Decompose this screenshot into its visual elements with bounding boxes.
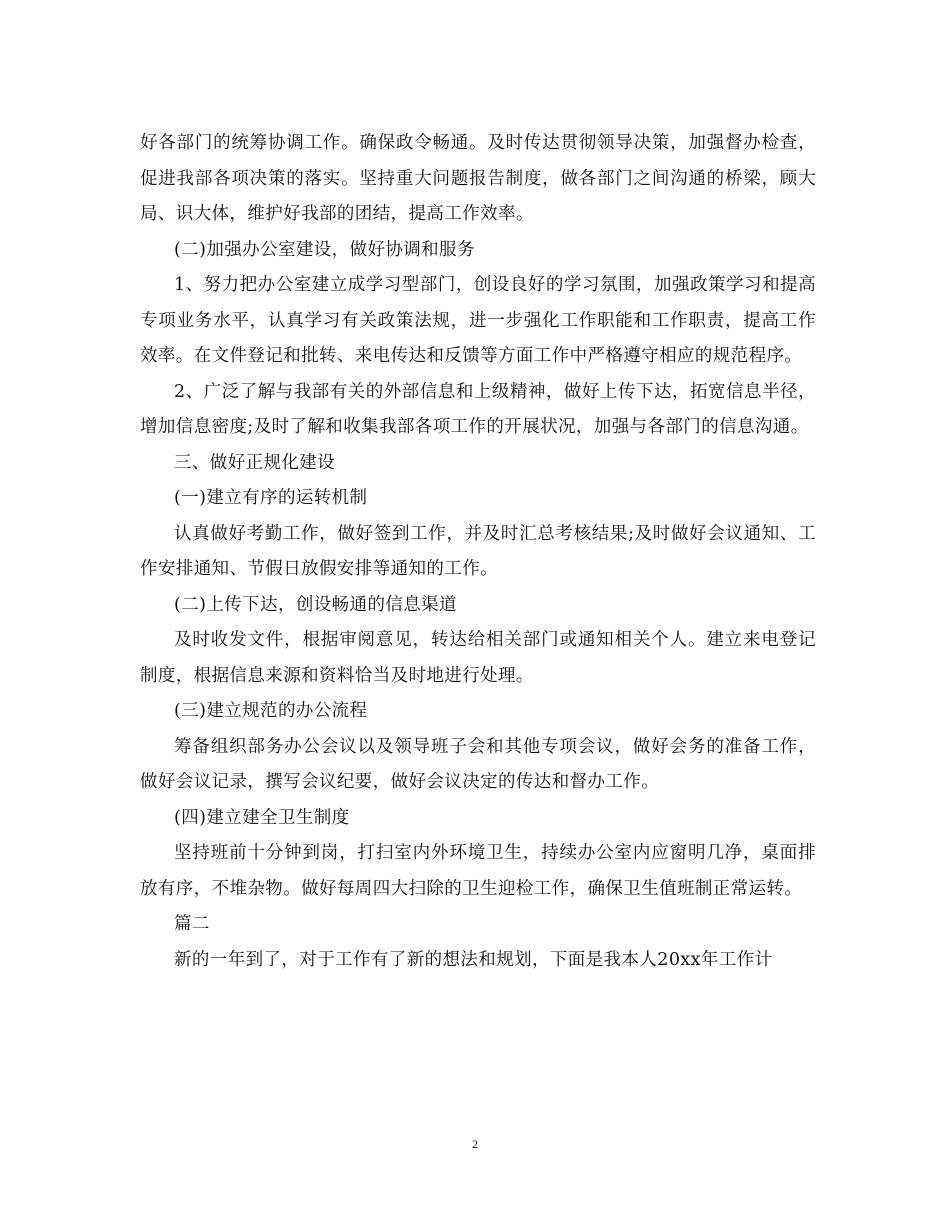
page-number: 2	[472, 1137, 478, 1151]
subheading-information-channel: (二)上传下达，创设畅通的信息渠道	[174, 594, 457, 615]
document-body	[140, 126, 816, 978]
paragraph-attendance: 认真做好考勤工作，做好签到工作，并及时汇总考核结果;及时做好会议通知、工作安排通知、节假日放假安排等通知的工作。	[140, 523, 816, 579]
paragraph-learning-department: 1、努力把办公室建立成学习型部门，创设良好的学习氛围，加强政策学习和提高专项业务水平，认真学习有关政策法规，进一步强化工作职能和工作职责，提高工作效率。在文件登记和批转、来电传达和反馈等方面工作中严格遵守相应的规范程序。	[140, 275, 816, 366]
paragraph-external-information: 2、广泛了解与我部有关的外部信息和上级精神，做好上传下达，拓宽信息半径，增加信息密度;及时了解和收集我部各项工作的开展状况，加强与各部门的信息沟通。	[140, 381, 816, 437]
paragraph-hygiene: 坚持班前十分钟到岗，打扫室内外环境卫生，持续办公室内应窗明几净，桌面排放有序，不堆杂物。做好每周四大扫除的卫生迎检工作，确保卫生值班制正常运转。	[140, 843, 816, 899]
paragraph-meetings: 筹备组织部务办公会议以及领导班子会和其他专项会议，做好会务的准备工作，做好会议记录，撰写会议纪要，做好会议决定的传达和督办工作。	[140, 736, 816, 792]
section-heading-office-construction: (二)加强办公室建设，做好协调和服务	[174, 239, 475, 260]
paragraph-document-handling: 及时收发文件，根据审阅意见，转达给相关部门或通知相关个人。建立来电登记制度，根据信息来源和资料恰当及时地进行处理。	[140, 630, 816, 686]
subheading-office-process: (三)建立规范的办公流程	[174, 701, 368, 721]
subheading-operating-mechanism: (一)建立有序的运转机制	[174, 488, 368, 508]
section-heading-standardization: 三、做好正规化建设	[174, 452, 336, 473]
paragraph-new-year-plan: 新的一年到了，对于工作有了新的想法和规划，下面是我本人20xx年工作计	[174, 949, 773, 970]
section-heading-part-two: 篇二	[174, 914, 210, 934]
subheading-hygiene-system: (四)建立建全卫生制度	[174, 807, 350, 828]
paragraph-continuation: 好各部门的统筹协调工作。确保政令畅通。及时传达贯彻领导决策，加强督办检查，促进我部各项决策的落实。坚持重大问题报告制度，做各部门之间沟通的桥梁，顾大局、识大体，维护好我部的团结，提高工作效率。	[140, 133, 816, 224]
